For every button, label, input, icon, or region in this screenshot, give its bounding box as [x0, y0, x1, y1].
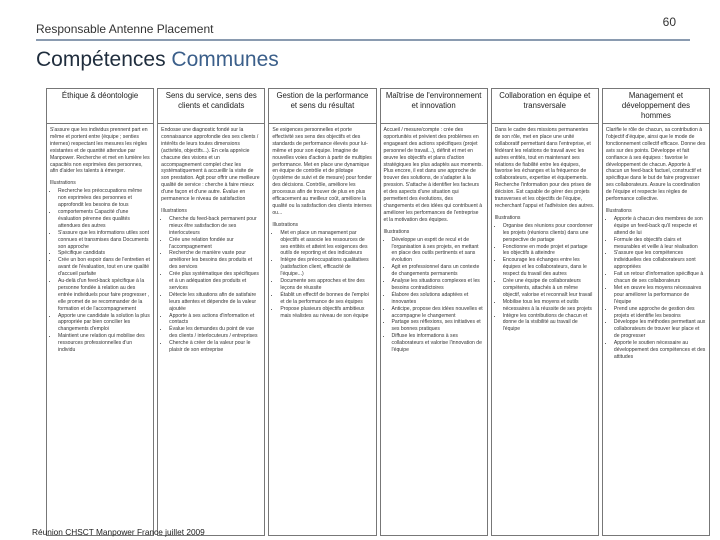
column-heading: Management et développement des hommes [602, 88, 710, 124]
illustrations-label: Illustrations [272, 221, 299, 228]
list-item: • Organise des réunions pour coordonner les projets (réunions clients) dans une perspective de partage [503, 223, 595, 244]
list-item: • S'assure que les compétences individuelles des collaborateurs sont appropriées [614, 250, 706, 271]
list-item: • Prend une approche de gestion des projets et identifie les besoins [614, 306, 706, 320]
list-item: • Spécifique candidats [58, 250, 150, 257]
list-item: • Formule des objectifs clairs et mesurables et veille à leur réalisation [614, 237, 706, 251]
list-item: • Propose plusieurs objectifs ambitieux mais réalistes au niveau de son équipe [280, 306, 372, 320]
list-item: • Documente ses approches et tire des leçons de réussite [280, 278, 372, 292]
illustration-list [384, 237, 484, 354]
column-collaboration [491, 88, 599, 536]
illustrations-label: Illustrations [605, 207, 632, 214]
column-description: Accueil / mesure/compte : crée des opportunités et prévient des problèmes en engageant des actions spécifiques (projet personnel de travail...), définit et met en œuvre les objectifs et plans d'action stratégiques les plus adaptés aux moments. Plus encore, il est dans une approche de trouver des solutions, de s'adapter à la pression. S'attache à identifier les facteurs et des aspects d'une situation qui permettent des évolutions, des changements et des idées qui contribuent à améliorer les performances de l'entreprise et la motivation des équipes. [383, 127, 483, 223]
illustration-list [272, 230, 372, 320]
column-heading: Gestion de la performance et sens du résultat [268, 88, 376, 124]
list-item: • Fonctionne en mode projet et partage les objectifs à atteindre [503, 244, 595, 258]
list-item: • Élabore des solutions adaptées et innovantes [392, 292, 484, 306]
list-item: • Crée une équipe de collaborateurs compétents, attachés à un même objectif, valorise et reconnaît leur travail [503, 278, 595, 299]
list-item: • Intègre des préoccupations qualitatives (satisfaction client, efficacité de l'équipe...) [280, 257, 372, 278]
column-body [268, 124, 376, 536]
list-item: • Diffuse les informations à ses collaborateurs et valorise l'innovation de l'équipe [392, 333, 484, 354]
column-description: S'assure que les individus prennent part en même et portent entre (équipe ; senties internes) respectant les mesures les règles existantes et de quantité attendue par Manpower. Recherche et met en lumière les capacités non exprimées des personnes, afin d'aider les talents à émerger. [50, 127, 150, 175]
list-item: • Fait un retour d'information spécifique à chacun de ses collaborateurs [614, 271, 706, 285]
list-item: • Met en œuvre les moyens nécessaires pour améliorer la performance de l'équipe [614, 285, 706, 306]
column-management [602, 88, 710, 536]
column-description: Se exigences personnelles et porte effectivité ses sens des objectifs et des standards de performance élevés pour lui-même et pour son équipe. Imagine de nouvelles voies d'action à partir de multiples performance. Met en place une dynamique en équipe de contrôle et de pilotage (système de suivi et de mesure) pour fonder des décisions. Contrôle, améliore les processus afin de trouver de plus en plus efficacement au meilleur coût, améliore la qualité ou la satisfaction des clients internes ou... [272, 127, 373, 216]
list-item: • Encourage les échanges entre les équipes et les collaborateurs, dans le respect du travail des autres [503, 257, 595, 278]
list-item: • Maintient une relation qui mobilise des ressources professionnelles d'un individu [58, 333, 150, 354]
list-item: • Établit un effectif de bonnes de l'emploi et de la performance de ses équipes [280, 292, 372, 306]
header-title: Responsable Antenne Placement [36, 22, 214, 36]
list-item: • Cherche du feed-back permanent pour mieux être satisfaction de ses interlocuteurs [169, 216, 261, 237]
list-item: • Au-delà d'un feed-back spécifique à la personne fondée à relation au des entrée individuels pour faire progresser , elle promet de se recommander de la formation et de l'accompagnement [58, 278, 150, 313]
list-item: • comportements Capacité d'une évaluation pérenne des qualités attendues des autres [58, 209, 150, 230]
list-item: • Apporte une candidate la solution la plus appropriée par bien concilier les changements d'emploi [58, 313, 150, 334]
list-item: • Développe un esprit de recul et de l'organisation à ses projets, en mettant en place des outils pertinents et sans évolution [392, 237, 484, 265]
header-divider [36, 39, 690, 41]
list-item: • Apporte le soutien nécessaire au développement des compétences et des attitudes [614, 340, 706, 361]
column-performance [268, 88, 376, 536]
list-item: • Crée un bon espoir dans de l'entretien et avant de l'évaluation, tout en une qualité d'accueil parfaite [58, 257, 150, 278]
column-sens-service [157, 88, 265, 536]
illustrations-label: Illustrations [50, 180, 76, 187]
list-item: • Mobilise tous les moyens et outils nécessaires à la réussite de ses projets [503, 299, 595, 313]
column-heading: Collaboration en équipe et transversale [491, 88, 599, 124]
page-number: 60 [662, 15, 676, 29]
list-item: • Apporte à ses actions d'information et contacts [169, 313, 261, 327]
list-item: • Analyse les situations complexes et les besoins contradictoires [392, 278, 484, 292]
list-item: • Évalue les demandes du point de vue des clients / interlocuteurs / entreprises [169, 326, 261, 340]
illustrations-label: Illustrations [161, 207, 187, 214]
list-item: • Met en place un management par objectifs et associe les ressources de ses entités et atteint les exigences des outils de reporting et des indicateurs [280, 230, 372, 258]
illustrations-label: Illustrations [494, 214, 521, 221]
slide-title-accent: Communes [171, 48, 279, 71]
column-body [157, 124, 265, 536]
column-heading: Éthique & déontologie [46, 88, 154, 124]
list-item: • Crée une relation fondée sur l'accompagnement [169, 237, 261, 251]
list-item: • Partage ses réflexions, ses initiatives et ses bonnes pratiques [392, 319, 484, 333]
column-heading: Sens du service, sens des clients et candidats [157, 88, 265, 124]
column-ethique [46, 88, 154, 536]
column-body [46, 124, 154, 536]
list-item: • Agit en professionnel dans un contexte de changements permanents [392, 264, 484, 278]
illustration-list [50, 188, 150, 354]
column-heading: Maîtrise de l'environnement et innovation [380, 88, 488, 124]
list-item: • Recherche de manière vaste pour améliorer les besoins des produits et des services [169, 250, 261, 271]
list-item: • Recherche les préoccupations même non exprimées des personnes et approfondit les besoins de tous [58, 188, 150, 209]
list-item: • Cherche à créer de la valeur pour le plaisir de son entreprise [169, 340, 261, 354]
column-body [491, 124, 599, 536]
list-item: • S'assure que les informations utiles sont connues et transmises dans Documents son approche [58, 230, 150, 251]
list-item: • Intègre les contributions de chacun et donne de la visibilité au travail de l'équipe [503, 313, 595, 334]
list-item: • Anticipe, propose des idées nouvelles et accompagne le changement [392, 306, 484, 320]
illustration-list [606, 216, 706, 361]
slide-title [36, 48, 279, 72]
footer-text: Réunion CHSCT Manpower France juillet 2009 [32, 527, 205, 537]
column-description: Clarifie le rôle de chacun, sa contribution à l'objectif d'équipe, ainsi que le mode de fonctionnement collectif efficace. Donne des avis sur des points. Développe et fait confiance à ses équipes : favorise le développement de chacun. Apporte à chacun un feed-back factuel, constructif et spécifique dans le but de faire progresser ses collaborateurs. Assure la coordination de l'équipe et respecte les règles de performance collective. [605, 127, 706, 203]
illustrations-label: Illustrations [383, 228, 410, 235]
list-item: • Apporte à chacun des membres de son équipe un feed-back qu'il respecte et attend de lui [614, 216, 706, 237]
illustration-list [495, 223, 595, 334]
illustration-list [161, 216, 261, 354]
list-item: • Développe les méthodes permettant aux collaborateurs de trouver leur place et de progresser [614, 319, 706, 340]
column-environnement [380, 88, 488, 536]
list-item: • Détecte les situations afin de satisfaire leurs attentes et dépendre de la valeur ajoutée [169, 292, 261, 313]
column-body [602, 124, 710, 536]
column-body [380, 124, 488, 536]
column-description: Endosse une diagnostic fondé sur la connaissance approfondie des ses clients / intérêts de leurs toutes dimensions (activités, objectifs...). En cela apprécie chacune des visions et un accompagnement complet chez les systématiquement à accueillir la visite de son prestation. Agit pour offrir une meilleure qualité de service : cherche à faire mieux d'une façon et d'une autre. Évalue en permanence le niveau de satisfaction [161, 127, 260, 203]
list-item: • Crée plus systématique des spécifiques et à un adéquation des produits et services [169, 271, 261, 292]
competency-table [46, 88, 710, 536]
column-description: Dans le cadre des missions permanentes de son rôle, met en place une unité collaboratif permettant dans l'entreprise, et fédérant les relations de travail avec les autres entités, tout en maintenant ses relations de fiabilité entre les équipes, favorise les échanges et la fréquence de collaborateurs, expertise et équipements. Recherche l'information pour des prises de décision. Est capable de gérer des projets transverses et les objectifs de l'équipe, recherchant l'appui et l'adhésion des autres. [494, 127, 595, 209]
slide-title-main: Compétences [36, 48, 172, 71]
